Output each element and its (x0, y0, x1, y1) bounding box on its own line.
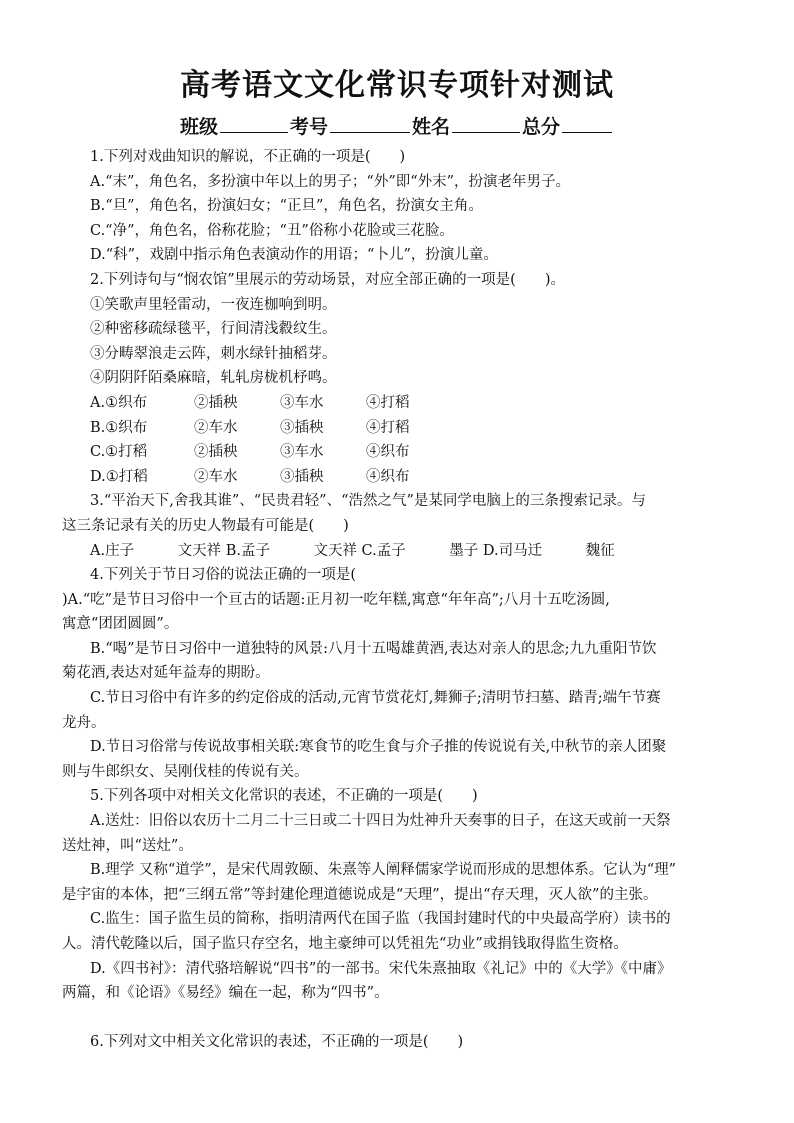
q5-option-b-line2: 是宇宙的本体，把“三纲五常”等封建伦理道德说成是“天理”，提出“存天理，灭人欲”的主张。 (62, 886, 658, 903)
name-label: 姓名 (412, 116, 451, 138)
page-title: 高考语文文化常识专项针对测试 (180, 68, 614, 103)
student-info-line (0, 112, 794, 139)
q3-stem-line2: 这三条记录有关的历史人物最有可能是( ) (62, 517, 349, 534)
q4-stem: 4.下列关于节日习俗的说法正确的一项是( (90, 567, 356, 584)
q2-poem-line: ②种密移疏绿毯平，行间清浅縠纹生。 (90, 321, 337, 338)
q5-option-d-line1: D.《四书衬》：清代骆培解说“四书”的一部书。宋代朱熹抽取《礼记》中的《大学》《中庸》 (90, 960, 672, 977)
q4-option-a-line1: )A.“吃”是节日习俗中一个亘古的话题:正月初一吃年糕,寓意“年年高”;八月十五吃汤圆, (62, 591, 610, 608)
q2-option-d-part: ③插秧 (280, 468, 324, 485)
q2-option-d (62, 465, 740, 490)
q2-option-d-part: ②车水 (194, 468, 238, 485)
q2-option-b (62, 416, 740, 441)
q2-option-b-part: B.①织布 (90, 419, 148, 436)
q4-option-d-line2: 则与牛郎织女、吴刚伐桂的传说有关。 (62, 763, 309, 780)
q2-option-a-part: A.①织布 (90, 394, 148, 411)
q2-poem-line: ①笑歌声里轻雷动，一夜连枷响到明。 (90, 296, 337, 313)
q3-options: A.庄子 文天祥 B.孟子 文天祥 C.孟子 墨子 D.司马迁 魏征 (90, 542, 615, 559)
q1-option-a: A.“末”，角色名，多扮演中年以上的男子；“外”即“外末”，扮演老年男子。 (90, 173, 571, 190)
q3-stem-line1: 3.“平治天下,舍我其谁”、“民贵君轻”、“浩然之气”是某同学电脑上的三条搜索记录。与 (90, 493, 646, 510)
q2-stem: 2.下列诗句与“悯农馆”里展示的劳动场景，对应全部正确的一项是( )。 (90, 271, 565, 288)
q2-option-b-part: ③插秧 (280, 419, 324, 436)
q2-option-c (62, 440, 740, 465)
blank-spacer (62, 1006, 740, 1031)
q4-option-b-line1: B.“喝”是节日习俗中一道独特的风景:八月十五喝雄黄酒,表达对亲人的思念;九九重阳节饮 (90, 640, 657, 657)
q2-option-c-part: ④织布 (366, 444, 410, 461)
q2-option-d-part: D.①打稻 (90, 468, 148, 485)
q1-option-d: D.“科”，戏剧中指示角色表演动作的用语；“卜儿”，扮演儿童。 (90, 247, 498, 264)
q2-option-a (62, 391, 740, 416)
q5-option-a-line1: A.送灶：旧俗以农历十二月二十三日或二十四日为灶神升天奏事的日子，在这天或前一天祭 (90, 813, 671, 830)
q2-option-b-part: ②车水 (194, 419, 238, 436)
question-list (62, 145, 740, 1055)
q4-option-b-line2: 菊花酒,表达对延年益寿的期盼。 (62, 665, 270, 682)
q4-option-a-line2: 寓意“团团圆圆”。 (62, 616, 179, 633)
class-label: 班级 (179, 116, 218, 138)
q2-poem-line: ③分畴翠浪走云阵，刺水绿针抽稻芽。 (90, 345, 337, 362)
q5-option-b-line1: B.理学 又称“道学”，是宋代周敦颐、朱熹等人阐释儒家学说而形成的思想体系。它认为“理” (90, 862, 677, 879)
q2-option-a-part: ④打稻 (366, 394, 410, 411)
q5-option-c-line2: 人。清代乾隆以后，国子监只存空名，地主豪绅可以凭祖先“功业”或捐钱取得监生资格。 (62, 936, 628, 952)
name-blank (452, 114, 520, 133)
q2-option-b-part: ④打稻 (366, 419, 410, 436)
q2-option-c-part: C.①打稻 (90, 444, 148, 461)
q2-option-d-part: ④织布 (366, 468, 410, 485)
q2-option-c-part: ③车水 (280, 444, 324, 461)
q4-option-c-line1: C.节日习俗中有许多的约定俗成的活动,元宵节赏花灯,舞狮子;清明节扫墓、踏青;端午节赛 (90, 690, 661, 707)
score-blank (562, 114, 612, 133)
q1-option-c: C.“净”，角色名，俗称花脸；“丑”俗称小花脸或三花脸。 (90, 222, 454, 239)
exam-no-blank (330, 114, 410, 133)
q4-option-d-line1: D.节日习俗常与传说故事相关联:寒食节的吃生食与介子推的传说说有关,中秋节的亲人团聚 (90, 739, 667, 756)
q5-option-a-line2: 送灶神，叫“送灶”。 (62, 837, 193, 854)
q5-option-d-line2: 两篇，和《论语》《易经》编在一起，称为“四书”。 (62, 985, 389, 1002)
score-label: 总分 (522, 116, 561, 138)
q5-stem: 5.下列各项中对相关文化常识的表述，不正确的一项是( ) (90, 788, 478, 805)
q5-option-c-line1: C.监生：国子监生员的简称，指明清两代在国子监（我国封建时代的中央最高学府）读书的 (90, 911, 671, 928)
q1-stem: 1.下列对戏曲知识的解说，不正确的一项是( ) (90, 149, 406, 165)
q6-stem: 6.下列对文中相关文化常识的表述，不正确的一项是( ) (90, 1034, 464, 1051)
exam-no-label: 考号 (289, 116, 328, 138)
class-blank (220, 114, 288, 133)
q4-option-c-line2: 龙舟。 (62, 714, 106, 731)
q2-option-a-part: ③车水 (280, 394, 324, 411)
q2-option-c-part: ②插秧 (194, 444, 238, 461)
q2-poem-line: ④阴阴阡陌桑麻暗，轧轧房栊机杼鸣。 (90, 370, 337, 387)
q2-option-a-part: ②插秧 (194, 394, 238, 411)
q1-option-b: B.“旦”，角色名，扮演妇女；“正旦”，角色名，扮演女主角。 (90, 198, 483, 215)
